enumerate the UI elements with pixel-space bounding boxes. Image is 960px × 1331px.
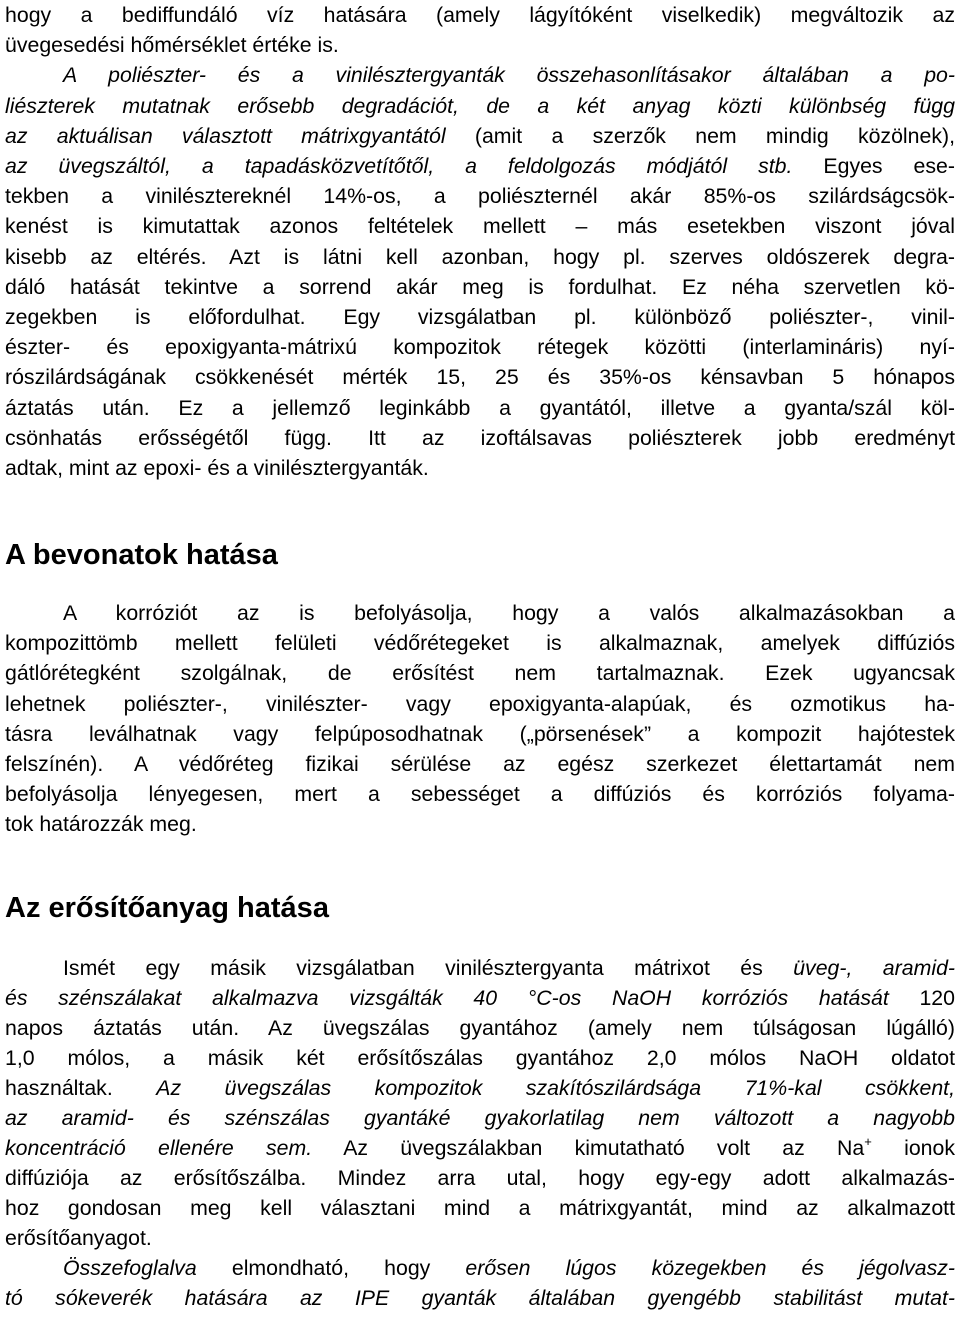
text-run: tásra leválhatnak vagy felpúposodhatnak („pörsenések” a kompozit hajótestek [5, 721, 955, 746]
text-run: erősen lúgos közegekben és jégolvasz- [465, 1256, 955, 1280]
text-line [5, 332, 955, 362]
text-line [5, 749, 955, 779]
text-run: áztatás után. Ez a jellemző leginkább a gyantától, illetve a gyanta/szál köl- [5, 395, 955, 420]
text-line [5, 30, 955, 60]
text-line [5, 1193, 955, 1223]
text-run: tó sókeverék hatására az IPE gyanták általában gyengébb stabilitást mutat- [5, 1286, 955, 1310]
text-run: gátlórétegként szolgálnak, de erősítést nem tartalmaznak. Ezek ugyancsak [5, 661, 955, 686]
text-line [5, 983, 955, 1013]
text-line [5, 1073, 955, 1103]
text-line [5, 1283, 955, 1313]
text-run: elmondható, hogy [196, 1256, 466, 1280]
text-run: Egyes ese- [792, 154, 955, 178]
text-line [5, 121, 955, 151]
text-run: üvegesedési hőmérséklet értéke is. [5, 33, 339, 58]
text-line [5, 719, 955, 749]
text-line [5, 393, 955, 423]
text-run: felszínén). A védőréteg fizikai sérülése az egész szerkezet élettartamát nem [5, 752, 955, 776]
text-line [5, 242, 955, 272]
text-line [5, 302, 955, 332]
text-line [5, 453, 955, 483]
text-run: diffúziója az erősítőszálba. Mindez arra utal, hogy egy-egy adott alkalmazás- [5, 1166, 955, 1190]
text-line [5, 423, 955, 453]
heading-coatings: A bevonatok hatása [5, 539, 278, 571]
text-run: + [864, 1134, 872, 1149]
text-run: az üvegszáltól, a tapadásközvetítőtől, a feldolgozás módjától stb. [5, 154, 793, 178]
text-line [5, 0, 955, 30]
text-line [5, 953, 955, 983]
text-line [5, 689, 955, 719]
text-line [5, 91, 955, 121]
text-run: befolyásolja lényegesen, mert a sebességet a diffúziós és korróziós folyama- [5, 782, 955, 807]
text-run: A poliészter- és a vinilésztergyanták összehasonlításakor általában a po- [63, 63, 955, 88]
text-run: csönhatás erősségétől függ. Itt az izoftálsavas poliészterek jobb eredményt [5, 425, 955, 450]
text-run: erősítőanyagot. [5, 1226, 152, 1250]
text-run: ionok [871, 1136, 956, 1160]
text-line [5, 1013, 955, 1043]
text-line [5, 1223, 955, 1253]
text-run: rószilárdságának csökkenését mérték 15, 25 és 35%-os kénsavban 5 hónapos [5, 365, 955, 390]
text-run: napos áztatás után. Az üvegszálas gyantához (amely nem túlságosan lúgálló) [5, 1016, 955, 1040]
text-run: Az üvegszálakban kimutatható volt az Na [312, 1136, 865, 1160]
text-run: hogy a bediffundáló víz hatására (amely lágyítóként viselkedik) megváltozik az [5, 3, 955, 27]
text-run: használtak. [5, 1076, 157, 1100]
text-run: kisebb az eltérés. Azt is látni kell azonban, hogy pl. szerves oldószerek degra- [5, 244, 955, 269]
text-line [5, 60, 955, 90]
text-run: koncentráció ellenére sem. [5, 1136, 313, 1160]
text-line [5, 658, 955, 688]
text-run: liészterek mutatnak erősebb degradációt, de a két anyag közti különbség függ [5, 93, 955, 118]
text-line [5, 628, 955, 658]
text-run: üveg-, aramid- [793, 956, 956, 980]
text-run: dáló hatását tekintve a sorrend akár meg is fordulhat. Ez néha szervetlen kö- [5, 274, 955, 299]
text-run: 120 [888, 986, 955, 1010]
text-line [5, 362, 955, 392]
text-line [5, 1043, 955, 1073]
text-run: kompozittömb mellett felületi védőrétegeket is alkalmaznak, amelyek diffúziós [5, 631, 955, 656]
text-line [5, 1103, 955, 1133]
text-run: Ismét egy másik vizsgálatban vinilésztergyanta mátrixot és [63, 956, 794, 980]
text-line [5, 151, 955, 181]
text-run: lehetnek poliészter-, vinilészter- vagy epoxigyanta-alapúak, és ozmotikus ha- [5, 691, 955, 716]
text-run: hoz gondosan meg kell választani mind a mátrixgyantát, mind az alkalmazott [5, 1196, 955, 1220]
text-run: kenést is kimutattak azonos feltételek mellett – más esetekben viszont jóval [5, 214, 955, 239]
heading-reinforcement: Az erősítőanyag hatása [5, 892, 329, 924]
text-run: és szénszálakat alkalmazva vizsgálták 40 °C-os NaOH korróziós hatását [5, 986, 889, 1010]
text-run: 1,0 mólos, a másik két erősítőszálas gyantához 2,0 mólos NaOH oldatot [5, 1046, 955, 1070]
text-run: tok határozzák meg. [5, 812, 197, 837]
text-run: Az üvegszálas kompozitok szakítószilárdsága 71%-kal csökkent, [156, 1076, 955, 1100]
text-line [5, 809, 955, 839]
text-run: adtak, mint az epoxi- és a vinilésztergyanták. [5, 456, 429, 480]
text-run: tekben a vinilésztereknél 14%-os, a poliészternél akár 85%-os szilárdságcsök- [5, 184, 955, 209]
text-line [5, 211, 955, 241]
text-line [5, 1163, 955, 1193]
text-run: Összefoglalva [63, 1256, 197, 1280]
text-run: az aktuálisan választott mátrixgyantától [5, 123, 446, 148]
text-run: A korróziót az is befolyásolja, hogy a valós alkalmazásokban a [63, 601, 955, 625]
text-line [5, 1253, 955, 1283]
text-run: (amit a szerzők nem mindig közölnek), [445, 123, 956, 148]
text-run: az aramid- és szénszálas gyantáké gyakorlatilag nem változott a nagyobb [5, 1106, 955, 1130]
text-run: zegekben is előfordulhat. Egy vizsgálatban pl. különböző poliészter-, vinil- [5, 305, 955, 329]
text-line [5, 1133, 955, 1163]
text-line [5, 779, 955, 809]
text-line [5, 598, 955, 628]
text-line [5, 272, 955, 302]
text-run: észter- és epoxigyanta-mátrixú kompozitok rétegek közötti (interlamináris) nyí- [5, 335, 955, 360]
text-line [5, 181, 955, 211]
